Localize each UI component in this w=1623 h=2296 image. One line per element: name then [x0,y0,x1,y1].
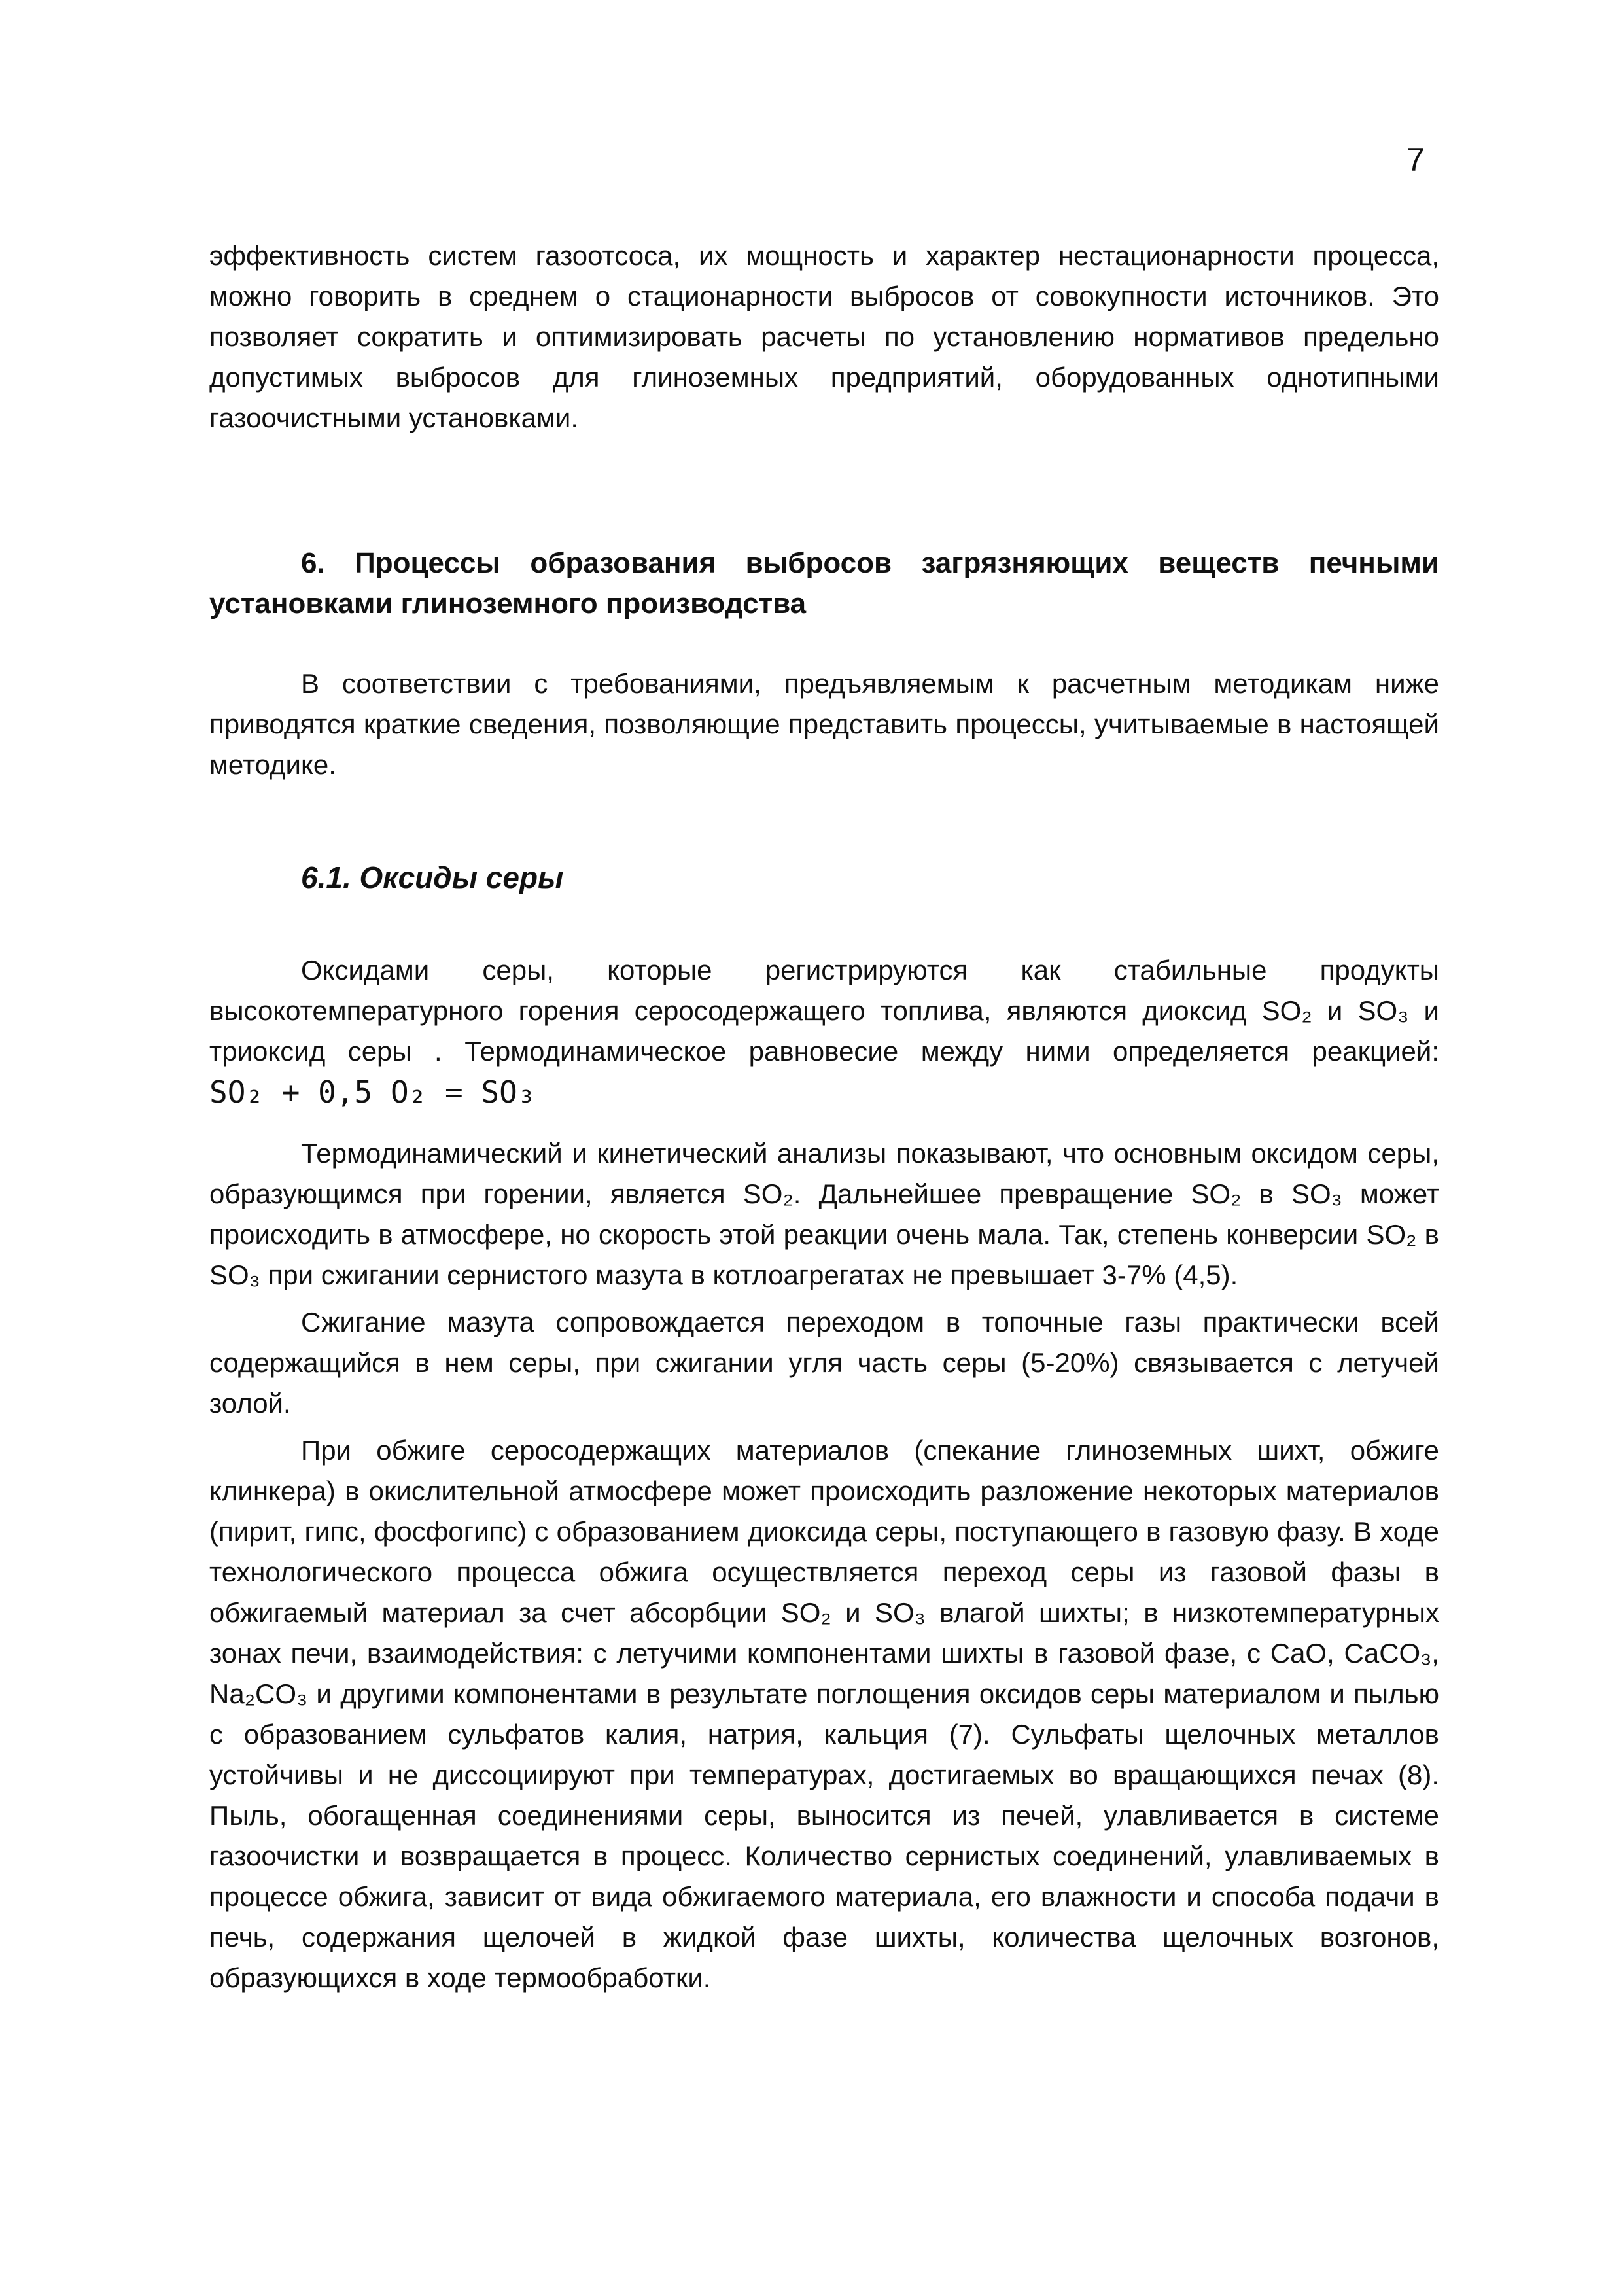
subsection-heading: 6.1. Оксиды серы [301,860,564,894]
chem-so3: SO₃ [1291,1178,1342,1209]
section-heading: 6. Процессы образования выбросов загрязняющих веществ печными установками глиноземного производства [209,547,1439,620]
paragraph-analysis: Термодинамический и кинетический анализы показывают, что основным оксидом серы, образующимся при горении, является SO₂. Дальнейшее превращение SO₂ в SO₃ может происходить в атмосфере, но скорость этой реакции очень мала. Так, степень конверсии SO₂ в SO₃ при сжигании сернистого мазута в котлоагрегатах не превышает 3-7% (4,5). [209,1138,1439,1290]
chem-so2: SO₂ [1191,1178,1242,1209]
intro-block [209,236,1439,438]
section-6-1 [209,857,1439,1998]
chem-so2: SO₂ [1261,995,1312,1026]
chem-na2co3: Na₂CO₃ [209,1678,308,1709]
chem-so3: SO₃ [1357,995,1409,1026]
chem-so3: SO₃ [874,1597,926,1628]
chem-cao-caco3: CaO, CaCO₃, [1270,1638,1439,1669]
paragraph-combustion: Сжигание мазута сопровождается переходом в топочные газы практически всей содержащийся в нем серы, при сжигании угля часть серы (5-20%) связывается с летучей золой. [209,1307,1439,1419]
paragraph-oxides: Оксидами серы, которые регистрируются как стабильные продукты высокотемпературного горения серосодержащего топлива, являются диоксид SO₂ и SO₃ и триоксид серы . Термодинамическое равновесие между ними определяется реакцией: SO₂ + 0,5 O₂ = SO₃ [209,955,1439,1110]
paragraph-roasting: При обжиге серосодержащих материалов (спекание глиноземных шихт, обжиге клинкера) в окислительной атмосфере может происходить разложение некоторых материалов (пирит, гипс, фосфогипс) с образованием диоксида серы, поступающего в газовую фазу. В ходе технологического процесса обжига осуществляется переход серы из газовой фазы в обжигаемый материал за счет абсорбции SO₂ и SO₃ влагой шихты; в низкотемпературных зонах печи, взаимодействия: с летучими компонентами шихты в газовой фазе, с CaO, CaCO₃, Na₂CO₃ и другими компонентами в результате поглощения оксидов серы материалом и пылью с образованием сульфатов калия, натрия, кальция (7). Сульфаты щелочных металлов устойчивы и не диссоциируют при температурах, достигаемых во вращающихся печах (8). Пыль, обогащенная соединениями серы, выносится из печей, улавливается в системе газоочистки и возвращается в процесс. Количество сернистых соединений, улавливаемых в процессе обжига, зависит от вида обжигаемого материала, его влажности и способа подачи в печь, содержания щелочей в жидкой фазе шихты, количества щелочных возгонов, образующихся в ходе термообработки. [209,1435,1439,1993]
chem-so2: SO₂ [742,1178,794,1209]
reaction-formula: SO₂ + 0,5 O₂ = SO₃ [209,1074,536,1110]
section-6 [209,543,1439,785]
intro-paragraph: эффективность систем газоотсоса, их мощность и характер нестационарности процесса, можно говорить в среднем о стационарности выбросов от совокупности источников. Это позволяет сократить и оптимизировать расчеты по установлению нормативов предельно допустимых выбросов для глиноземных предприятий, оборудованных однотипными газоочистными установками. [209,240,1439,433]
section-paragraph: В соответствии с требованиями, предъявляемым к расчетным методикам ниже приводятся краткие сведения, позволяющие представить процессы, учитываемые в настоящей методике. [209,668,1439,780]
chem-so2: SO₂ [1366,1219,1417,1250]
page-number: 7 [1406,141,1425,178]
chem-so2: SO₂ [780,1597,831,1628]
chem-so3: SO₃ [209,1260,260,1290]
